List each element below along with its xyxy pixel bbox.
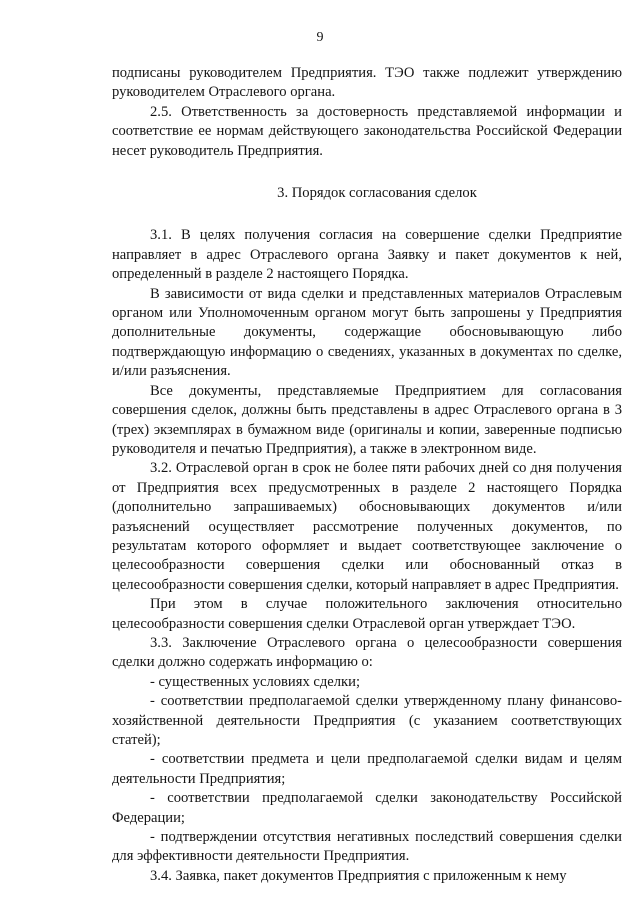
section-heading: 3. Порядок согласования сделок — [277, 185, 477, 202]
list-item-purpose-compliance: - соответствии предмета и цели предполагаемой сделки видам и целям деятельности Предприятия; — [112, 751, 622, 787]
paragraph-continuation: подписаны руководителем Предприятия. ТЭО также подлежит утверждению руководителем Отраслевого органа. — [112, 65, 622, 101]
paragraph-documents-copies: Все документы, представляемые Предприятием для согласования совершения сделок, должны быть представлены в адрес Отраслевого органа в 3 (трех) экземплярах в бумажном виде (оригиналы и копии, заверенные подписью руководителя и печатью Предприятия), а также в электронном виде. — [112, 382, 622, 457]
paragraph-additional-documents: В зависимости от вида сделки и представленных материалов Отраслевым органом или Уполномоченным органом могут быть запрошены у Предприятия дополнительные документы, содержащие обосновывающую либо подтверждающую информацию о сведениях, указанных в документах по сделке, и/или разъяснения. — [112, 285, 622, 380]
list-item-plan-compliance: - соответствии предполагаемой сделки утвержденному плану финансово-хозяйственной деятельности Предприятия (с указанием соответствующих статей); — [112, 693, 622, 748]
list-item-essential-terms: - существенных условиях сделки; — [150, 673, 361, 690]
paragraph-teo-approval: При этом в случае положительного заключения относительно целесообразности совершения сделки Отраслевой орган утверждает ТЭО. — [112, 596, 622, 632]
paragraph-3-3: 3.3. Заключение Отраслевого органа о целесообразности совершения сделки должно содержать информацию о: — [112, 634, 622, 671]
list-item-law-compliance: - соответствии предполагаемой сделки законодательству Российской Федерации; — [112, 790, 622, 826]
paragraph-3-4: 3.4. Заявка, пакет документов Предприятия с приложенным к нему — [150, 867, 567, 884]
page-number: 9 — [316, 30, 324, 45]
paragraph-3-1: 3.1. В целях получения согласия на совершение сделки Предприятие направляет в адрес Отраслевого органа Заявку и пакет документов к ней, определенный в разделе 2 настоящего Порядка. — [112, 227, 622, 283]
list-item-no-negative-effects: - подтверждении отсутствия негативных последствий совершения сделки для эффективности деятельности Предприятия. — [112, 829, 622, 865]
document-body — [112, 64, 622, 886]
paragraph-3-2: 3.2. Отраслевой орган в срок не более пяти рабочих дней со дня получения от Предприятия всех предусмотренных в разделе 2 настоящего Порядка (дополнительно запрашиваемых) обосновывающих документов и/или разъяснений осуществляет рассмотрение полученных документов, по результатам которого оформляет и выдает соответствующее заключение о целесообразности совершения сделки или обоснованный отказ в целесообразности совершения сделки, который направляет в адрес Предприятия. — [112, 460, 622, 593]
paragraph-2-5: 2.5. Ответственность за достоверность представляемой информации и соответствие ее нормам действующего законодательства Российской Федерации несет руководитель Предприятия. — [112, 103, 622, 159]
